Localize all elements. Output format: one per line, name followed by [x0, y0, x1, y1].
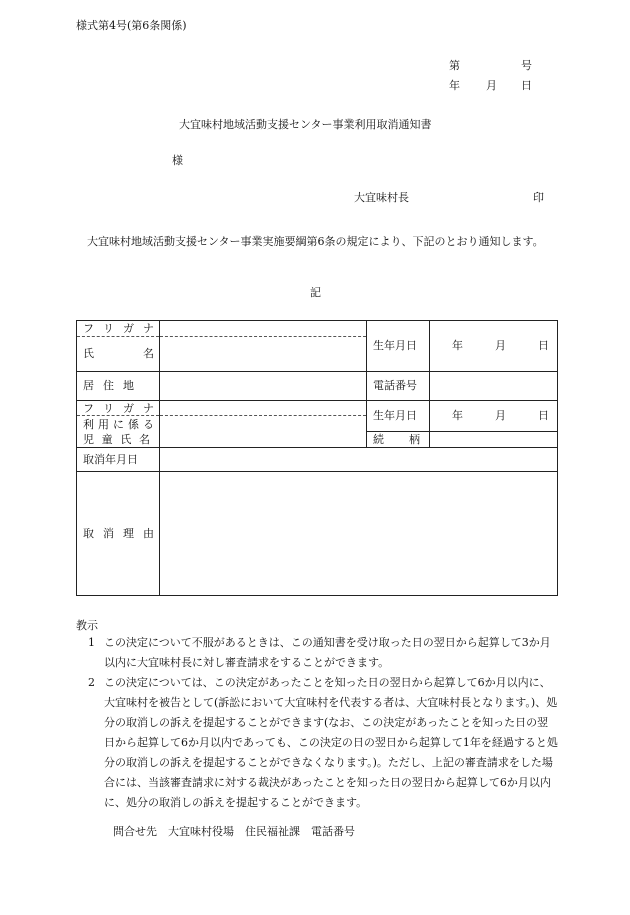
header-day: 日 [521, 79, 532, 92]
furigana-field[interactable] [160, 321, 367, 337]
contact-line: 問合せ先 大宜味村役場 住民福祉課 電話番号 [113, 825, 355, 838]
child-birthdate-field[interactable]: 年 月 日 [430, 401, 558, 431]
notice-item: 1 この決定について不服があるときは、この通知書を受け取った日の翌日から起算して3か月以内に大宜味村長に対し審査請求をすることができます。 [88, 636, 551, 669]
relation-field[interactable] [430, 431, 558, 447]
notice-item: 2 この決定については、この決定があったことを知った日の翌日から起算して6か月以内に、大宜味村を被告として(訴訟において大宜味村を代表する者は、大宜味村長となります。)、処分の取消しの訴えを提起することができます(なお、この決定があったことを知った日の翌日から起算して6か月以内であっても、この決定の日の翌日から起算して1年を経過すると処分の取消しの訴えを提起することができなくなります。)。ただし、上記の審査請求をした場合には、当該審査請求に対する裁決があったことを知った日の翌日から起算して6か月以内に、処分の取消しの訴えを提起することができます。 [88, 676, 558, 809]
phone-label: 電話番号 [367, 371, 430, 400]
body-text: 大宜味村地域活動支援センター事業実施要綱第6条の規定により、下記のとおり通知します。 [87, 235, 544, 248]
cancel-date-label: 取消年月日 [77, 447, 160, 471]
name-field[interactable] [160, 337, 367, 372]
notice-list [88, 633, 558, 813]
child-name-field[interactable] [160, 416, 367, 447]
address-field[interactable] [160, 371, 367, 400]
cancel-reason-label: 取 消 理 由 [77, 472, 160, 596]
number-suffix: 号 [521, 59, 532, 72]
phone-field[interactable] [430, 371, 558, 400]
header-month: 月 [486, 79, 497, 92]
birthdate-label: 生年月日 [367, 321, 430, 372]
relation-label: 続 柄 [367, 431, 430, 447]
seal-mark: 印 [533, 191, 544, 204]
child-name-label: 利 用 に 係 る 児 童 氏 名 [77, 416, 160, 447]
ki-heading: 記 [310, 286, 321, 299]
child-birthdate-label: 生年月日 [367, 401, 430, 431]
document-title: 大宜味村地域活動支援センター事業利用取消通知書 [179, 118, 432, 131]
number-prefix: 第 [449, 59, 460, 72]
name-label: 氏 名 [77, 337, 160, 372]
issuer-name: 大宜味村長 [354, 191, 409, 204]
form-number: 様式第4号(第6条関係) [76, 19, 187, 32]
address-label: 居 住 地 [77, 371, 160, 400]
furigana-label: フ リ ガ ナ [77, 321, 160, 337]
cancel-reason-field[interactable] [160, 472, 558, 596]
birthdate-field[interactable]: 年 月 日 [430, 321, 558, 372]
child-furigana-label: フ リ ガ ナ [77, 401, 160, 416]
cancel-date-field[interactable] [160, 447, 558, 471]
form-table [76, 320, 558, 596]
addressee-suffix: 様 [172, 154, 183, 167]
child-furigana-field[interactable] [160, 401, 367, 416]
header-year: 年 [449, 79, 460, 92]
notice-heading: 教示 [76, 619, 98, 632]
